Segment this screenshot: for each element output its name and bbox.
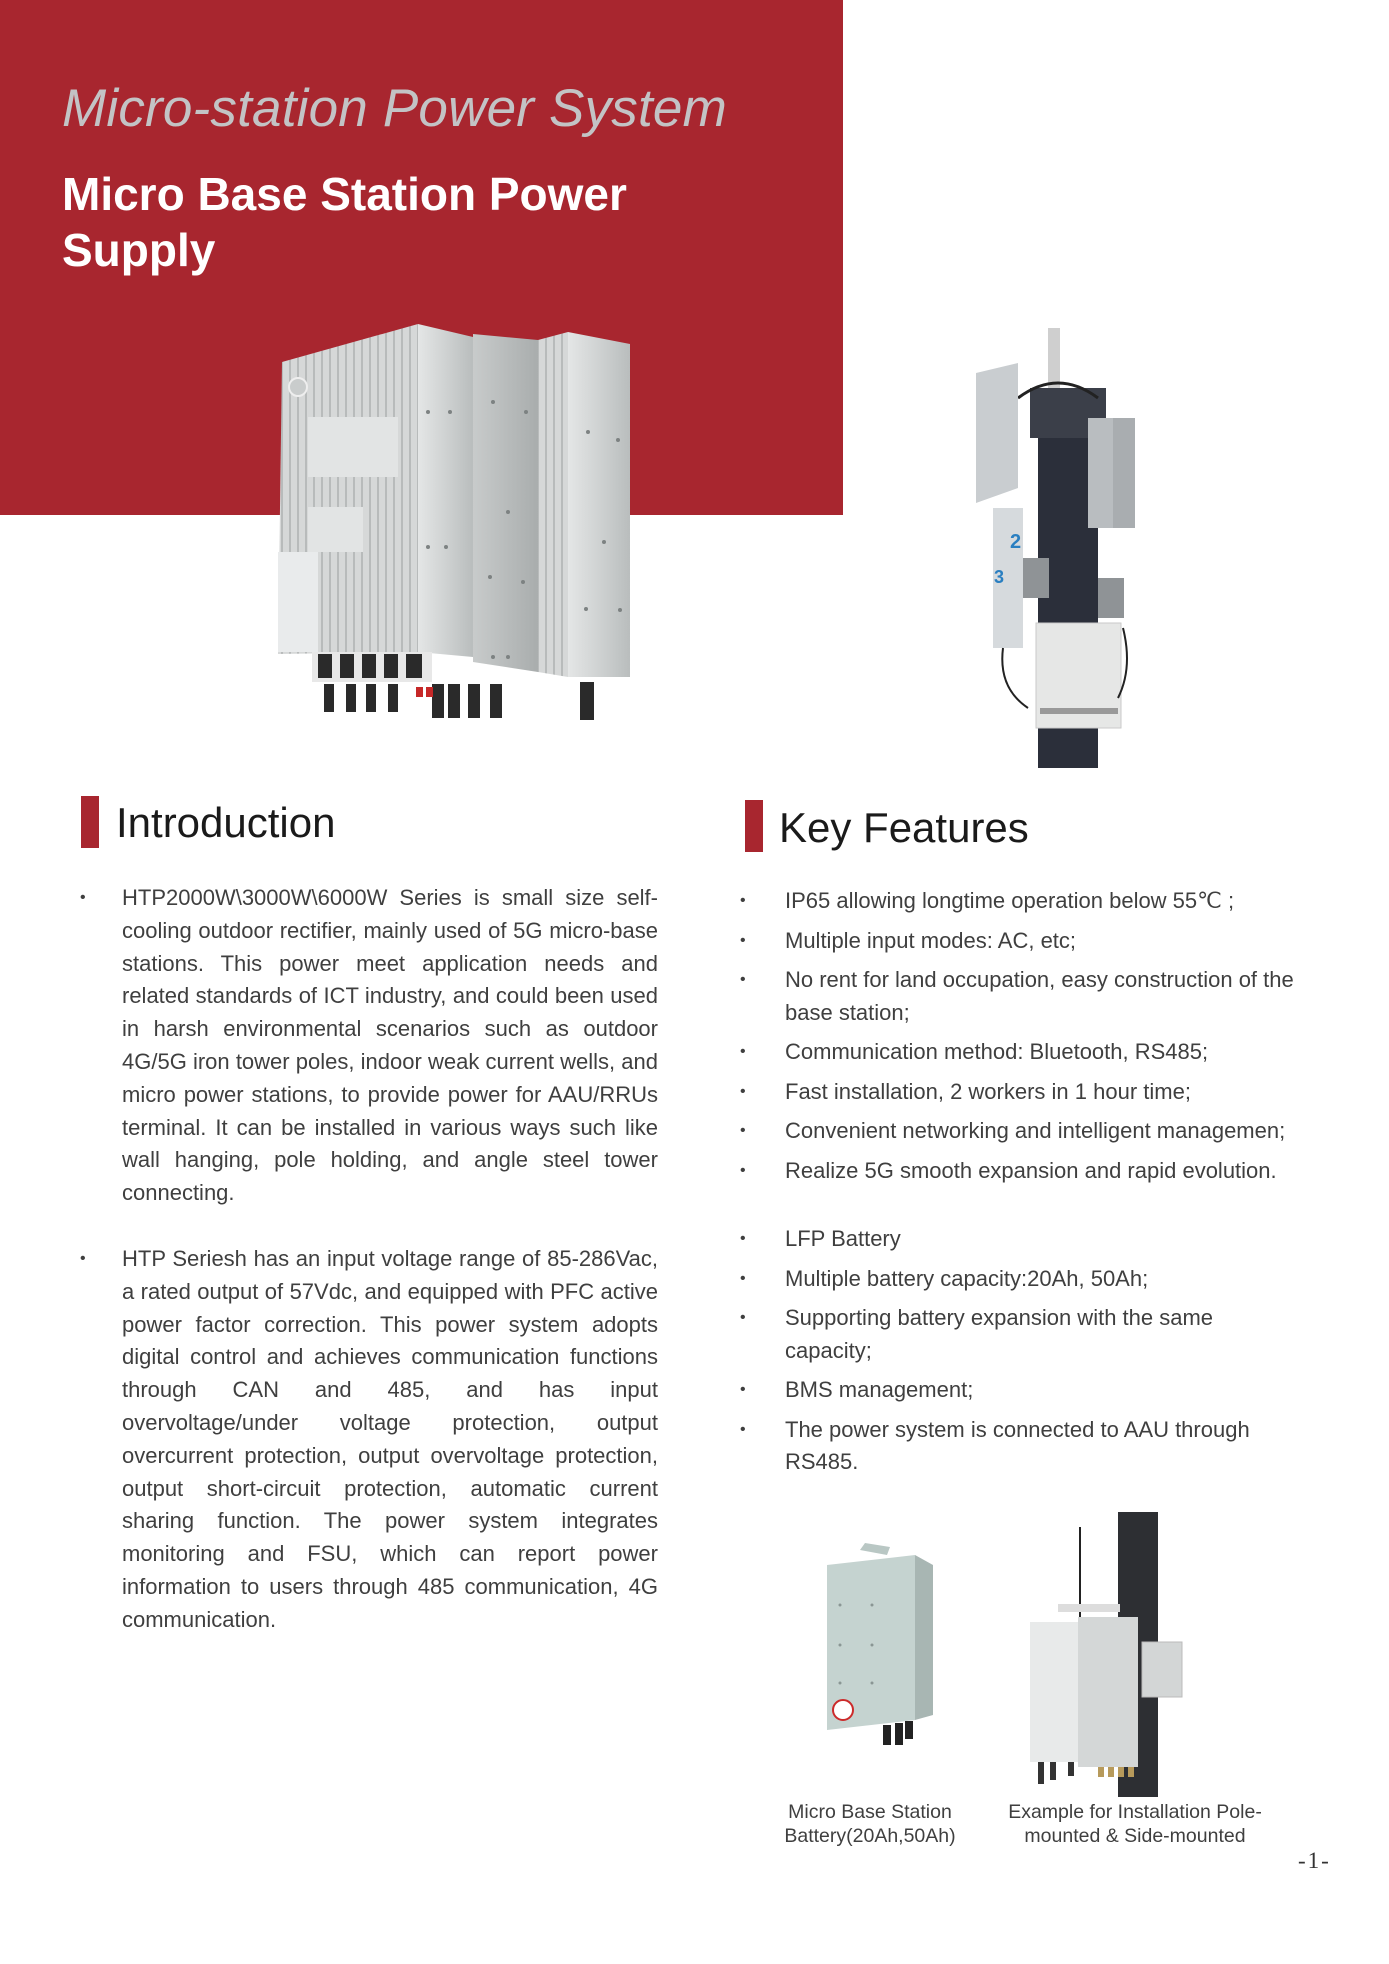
bullet-icon: •: [80, 889, 86, 906]
feature-item: • LFP Battery: [738, 1223, 1338, 1256]
product-title-line2: Supply: [62, 224, 216, 276]
rectifier-unit-image: [268, 322, 633, 762]
bullet-icon: •: [740, 931, 746, 949]
feature-item: • Realize 5G smooth expansion and rapid evolution.: [738, 1155, 1338, 1188]
bullet-icon: •: [740, 1161, 746, 1179]
bullet-icon: •: [740, 892, 746, 909]
feature-item: • Supporting battery expansion with the same capacity;: [738, 1302, 1265, 1367]
page-number: -1-: [1298, 1848, 1331, 1873]
introduction-heading: Introduction: [116, 799, 336, 846]
bullet-icon: •: [740, 1230, 746, 1247]
product-title-line1: Micro Base Station Power: [62, 168, 627, 220]
pole-mounted-base-station-image: [958, 328, 1148, 768]
feature-item: • Fast installation, 2 workers in 1 hour time;: [738, 1076, 1338, 1109]
bullet-icon: •: [740, 1043, 746, 1060]
bullet-icon: •: [740, 1082, 746, 1100]
bullet-icon: •: [740, 1122, 746, 1139]
introduction-paragraph: • HTP2000W\3000W\6000W Series is small size self-cooling outdoor rectifier, mainly used of 5G micro-base stations. This power meet application needs and related standards of ICT industry, and could been used in harsh environmental scenarios such as outdoor 4G/5G iron tower poles, indoor weak current wells, and micro power stations, to provide power for AAU/RRUs terminal. It can be installed in various ways such like wall hanging, pole holding, and angle steel tower connecting.: [78, 882, 658, 1210]
svg-text:2: 2: [1010, 531, 1022, 553]
product-title: [62, 166, 762, 278]
svg-text:3: 3: [994, 567, 1005, 587]
feature-item: • No rent for land occupation, easy construction of the base station;: [738, 964, 1338, 1029]
bullet-icon: •: [740, 971, 746, 988]
feature-item: • Multiple battery capacity:20Ah, 50Ah;: [738, 1263, 1338, 1296]
key-features-list: [738, 885, 1338, 1486]
feature-item: • Convenient networking and intelligent managemen;: [738, 1115, 1338, 1148]
micro-base-station-battery-image: [825, 1535, 960, 1750]
bullet-icon: •: [740, 1381, 746, 1398]
key-features-heading: Key Features: [779, 804, 1029, 851]
introduction-list: [78, 882, 658, 1637]
bullet-icon: •: [740, 1309, 746, 1326]
series-title: Micro-station Power System: [62, 79, 727, 138]
installation-caption: Example for Installation Pole- mounted & Side-mounted: [1008, 1801, 1262, 1847]
pole-installation-example-image: [1030, 1512, 1220, 1797]
feature-item: • The power system is connected to AAU through RS485.: [738, 1414, 1305, 1479]
bullet-icon: •: [740, 1420, 746, 1438]
battery-caption: Micro Base Station Battery(20Ah,50Ah): [784, 1801, 956, 1847]
introduction-heading-marker: [81, 796, 99, 848]
feature-item: • IP65 allowing longtime operation below 55℃ ;: [738, 885, 1338, 918]
feature-item: • Multiple input modes: AC, etc;: [738, 925, 1338, 958]
key-features-heading-marker: [745, 800, 763, 852]
bullet-icon: •: [80, 1249, 86, 1267]
bullet-icon: •: [740, 1269, 746, 1287]
introduction-paragraph: • HTP Seriesh has an input voltage range of 85-286Vac, a rated output of 57Vdc, and equipped with PFC active power factor correction. This power system adopts digital control and achieves communication functions through CAN and 485, and has input overvoltage/under voltage protection, output overcurrent protection, output overvoltage protection, output short-circuit protection, automatic current sharing function. The power system integrates monitoring and FSU, which can report power information to users through 485 communication, 4G communication.: [78, 1243, 658, 1637]
feature-item: • Communication method: Bluetooth, RS485;: [738, 1036, 1338, 1069]
feature-item: • BMS management;: [738, 1374, 1338, 1407]
